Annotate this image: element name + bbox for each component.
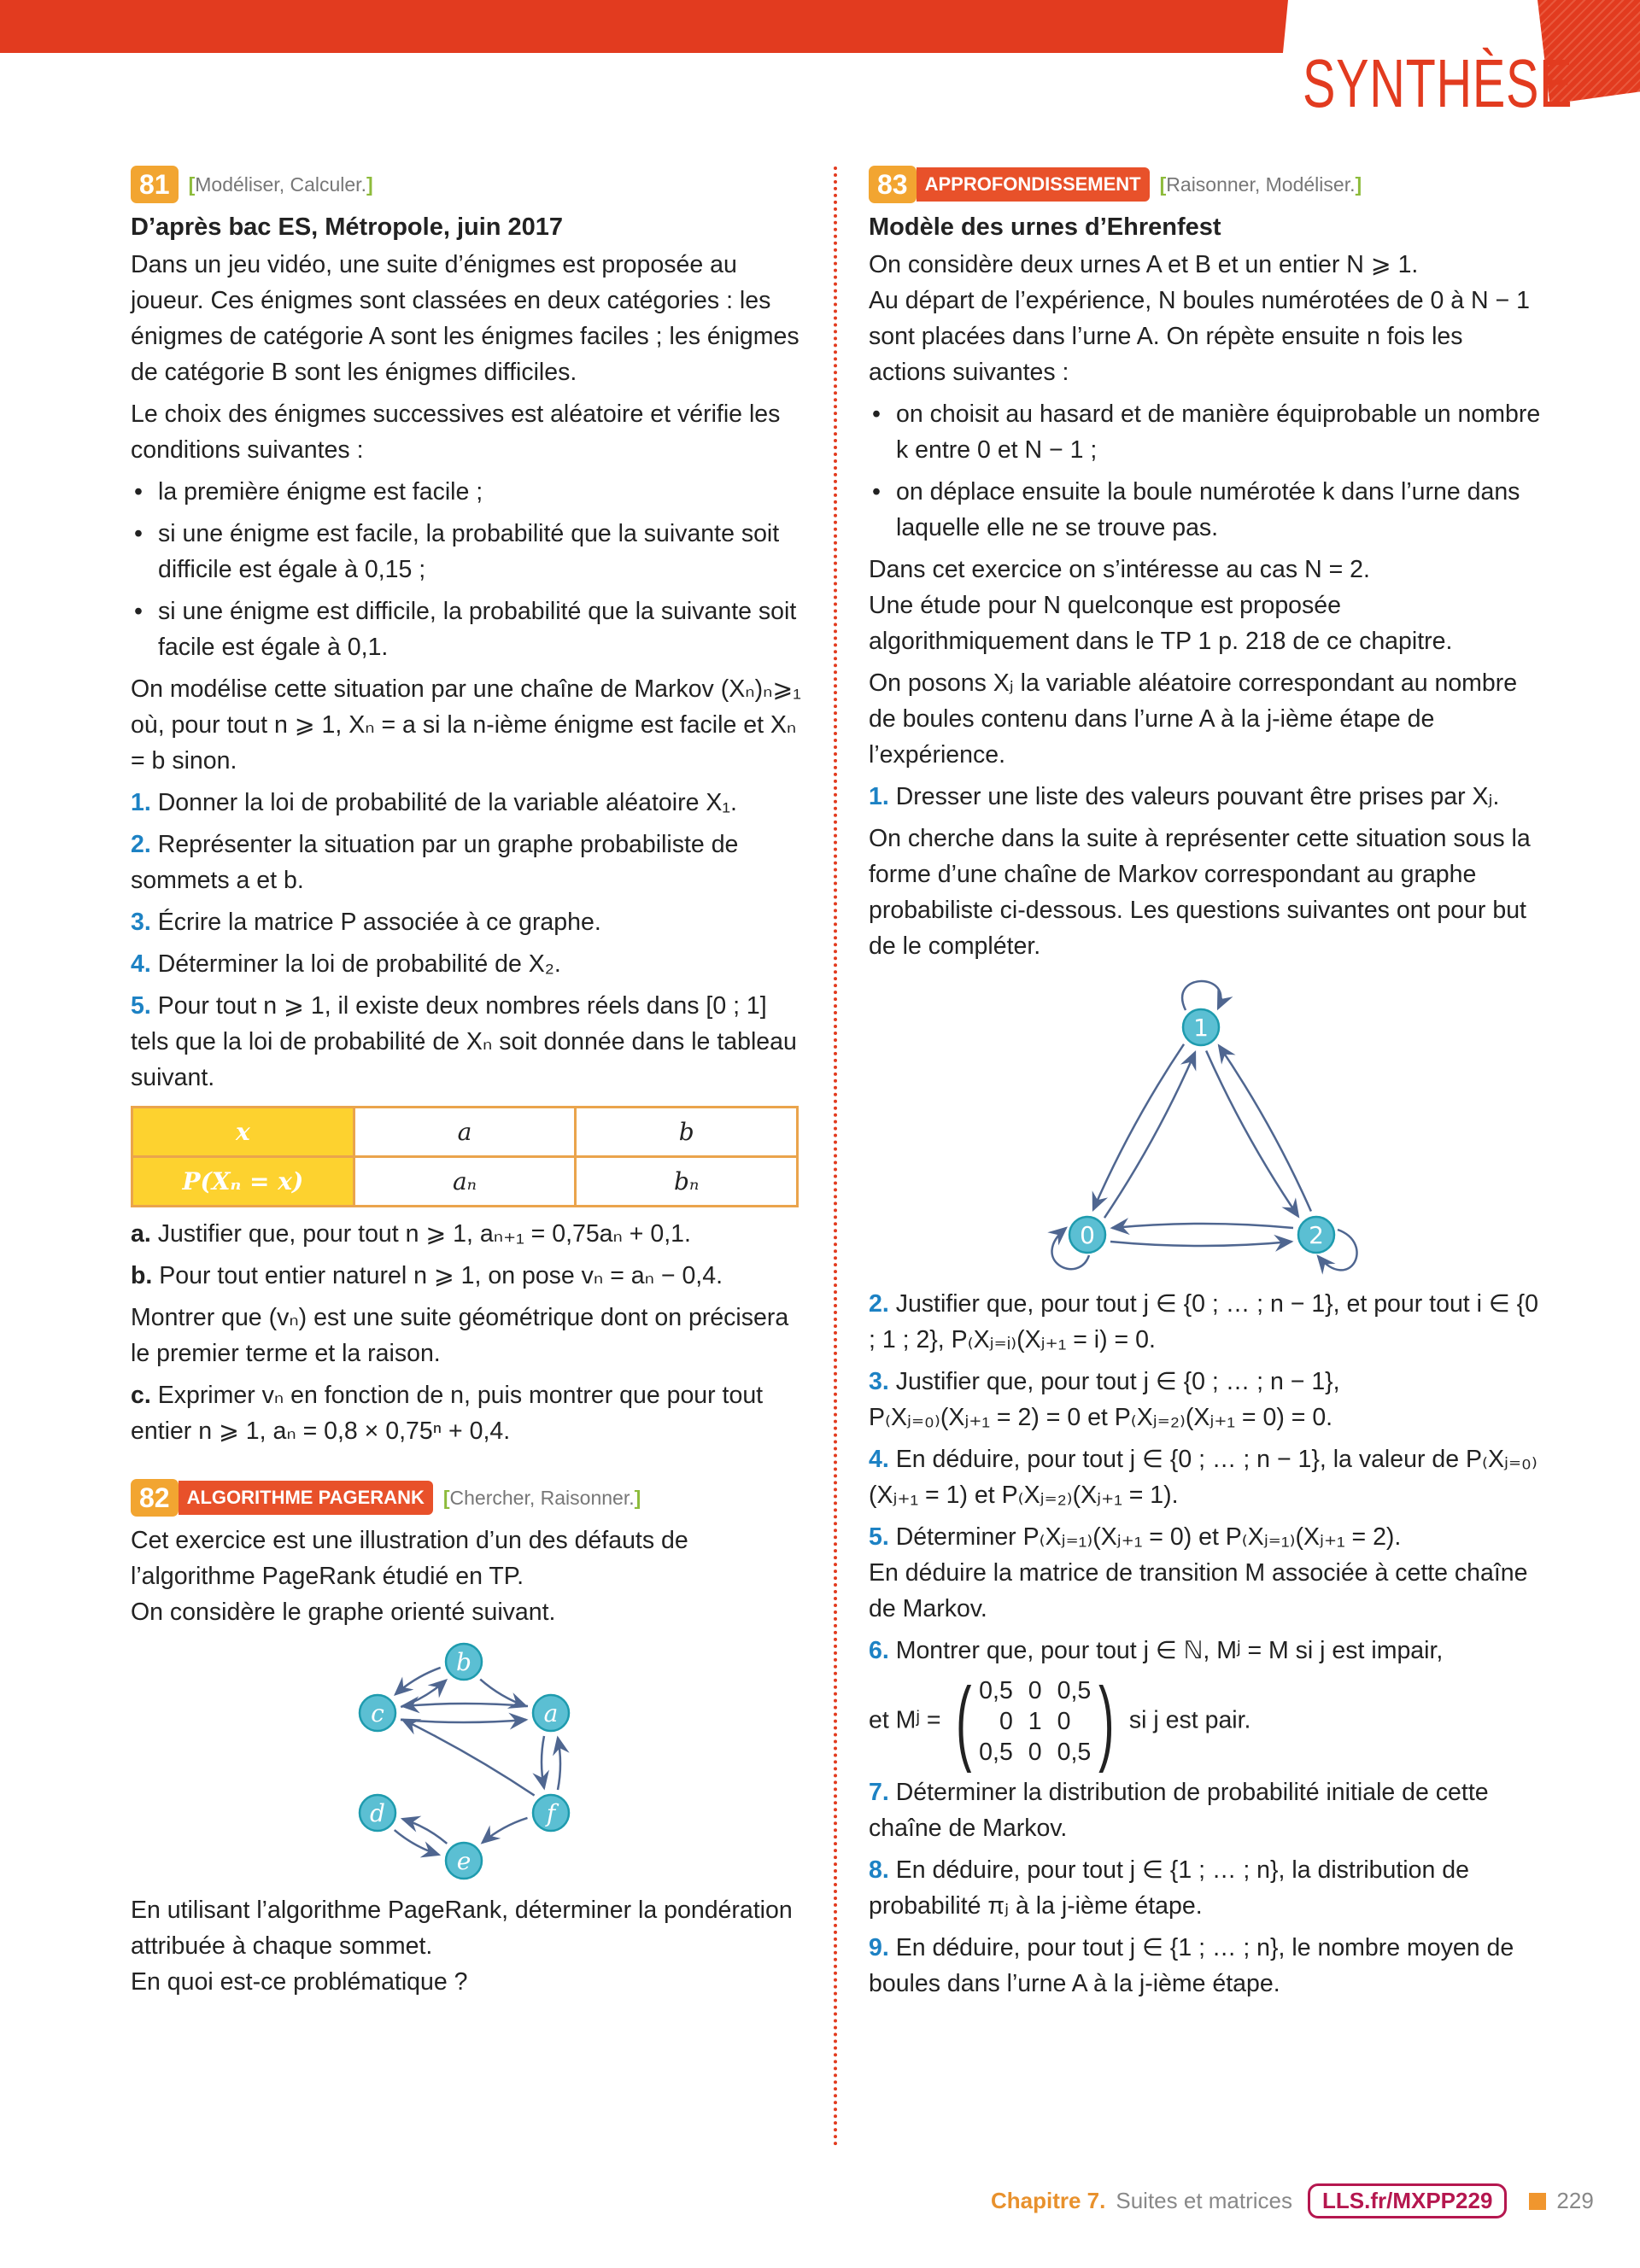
question-number: 4. <box>131 950 151 978</box>
text: On cherche dans la suite à représenter cette situation sous la forme d’une chaîne de Markov correspondant au graphe probabiliste ci-dessous. Les questions suivantes ont pour but de le compléter. <box>869 825 1531 960</box>
text: Représenter la situation par un graphe probabiliste de sommets a et b. <box>131 831 739 894</box>
text: on choisit au hasard et de manière équiprobable un nombre k entre 0 et N − 1 ; <box>896 400 1541 464</box>
matrix-cell: 1 <box>1028 1708 1042 1735</box>
exercise-title: D’après bac ES, Métropole, juin 2017 <box>131 213 564 241</box>
question <box>131 988 805 1096</box>
edge-1-2 <box>1206 1050 1298 1216</box>
question <box>869 1930 1543 2002</box>
matrix-row <box>979 1675 1091 1706</box>
matrix-row <box>979 1706 1091 1737</box>
text: Pour tout entier naturel n ⩾ 1, on pose vₙ = aₙ − 0,4. <box>159 1262 723 1289</box>
question-number: 7. <box>869 1779 889 1806</box>
text: Dans un jeu vidéo, une suite d’énigmes est proposée au joueur. Ces énigmes sont classées en deux catégories : les énigmes de catégorie A sont les énigmes faciles ; les énigmes de catégorie B sont les énigmes difficiles. <box>131 251 800 386</box>
question-number: c. <box>131 1382 151 1409</box>
text: Donner la loi de probabilité de la variable aléatoire X₁. <box>157 789 737 816</box>
edge-c-a <box>401 1720 526 1722</box>
question <box>869 779 1543 815</box>
text: En déduire, pour tout j ∈ {1 ; … ; n}, la distribution de probabilité πⱼ à la j-ième étape. <box>869 1856 1469 1920</box>
question <box>131 827 805 898</box>
question <box>869 1774 1543 1846</box>
paragraph <box>869 247 1543 390</box>
table-cell: aₙ <box>354 1157 576 1207</box>
exercise-tag: APPROFONDISSEMENT <box>917 167 1150 202</box>
table-row <box>132 1157 798 1207</box>
question <box>869 1441 1543 1513</box>
bullet-item <box>869 474 1543 546</box>
question-number: 4. <box>869 1446 889 1473</box>
matrix-row <box>979 1737 1091 1768</box>
matrix <box>948 1669 1122 1774</box>
bullet-item <box>869 396 1543 468</box>
question-number: 3. <box>869 1368 889 1395</box>
edge-0-2 <box>1110 1242 1292 1246</box>
text: Déterminer P₍Xⱼ₌₁₎(Xⱼ₊₁ = 0) et P₍Xⱼ₌₁₎(Xⱼ₊₁ = 2). En déduire la matrice de transition M associée à cette chaîne de Markov. <box>869 1523 1528 1622</box>
matrix-cell: 0 <box>999 1708 1013 1735</box>
question <box>869 1364 1543 1435</box>
matrix-cell: 0 <box>1057 1708 1071 1735</box>
question-number: a. <box>131 1220 151 1248</box>
text: Montrer que (vₙ) est une suite géométrique dont on précisera le premier terme et la raison. <box>131 1304 789 1367</box>
edge-f-a <box>558 1738 560 1790</box>
page-number: 229 <box>1556 2188 1594 2213</box>
text: Justifier que, pour tout j ∈ {0 ; … ; n − 1}, P₍Xⱼ₌₀₎(Xⱼ₊₁ = 2) = 0 et P₍Xⱼ₌₂₎(Xⱼ₊₁ = 0) = 0. <box>869 1368 1340 1431</box>
question <box>131 785 805 821</box>
chapter-title: Suites et matrices <box>1116 2188 1293 2213</box>
paragraph <box>869 552 1543 659</box>
probability-table <box>131 1106 799 1207</box>
node-label: e <box>456 1847 472 1875</box>
bracket-right: ) <box>1098 1669 1115 1774</box>
node-label: f <box>546 1799 556 1827</box>
bullet-item <box>131 474 805 510</box>
table-row <box>132 1108 798 1157</box>
exercise-tag: ALGORITHME PAGERANK <box>179 1481 433 1515</box>
node-label: c <box>371 1699 384 1727</box>
question <box>131 904 805 940</box>
paragraph <box>131 1300 805 1371</box>
edge-b-a <box>480 1680 526 1707</box>
skills: [Raisonner, Modéliser.] <box>1159 173 1362 196</box>
paragraph <box>131 396 805 468</box>
page-marker <box>1529 2193 1546 2210</box>
text: Pour tout n ⩾ 1, il existe deux nombres réels dans [0 ; 1] tels que la loi de probabilité de Xₙ soit donnée dans le tableau suivant. <box>131 992 797 1091</box>
node-label: 0 <box>1080 1221 1095 1249</box>
node-label: b <box>456 1648 472 1676</box>
exercise-83 <box>869 165 1543 2008</box>
edge-f-c <box>402 1720 534 1796</box>
text: Exprimer vₙ en fonction de n, puis montrer que pour tout entier n ⩾ 1, aₙ = 0,8 × 0,75ⁿ + 0,4. <box>131 1382 764 1445</box>
question-number: 9. <box>869 1934 889 1961</box>
question-number: 1. <box>131 789 151 816</box>
chapter-label: Chapitre 7. <box>991 2188 1106 2213</box>
matrix-rows <box>979 1675 1091 1768</box>
question-number: 6. <box>869 1637 889 1664</box>
node-label: 2 <box>1309 1221 1324 1249</box>
bullet-item <box>131 593 805 665</box>
text: si une énigme est facile, la probabilité que la suivante soit difficile est égale à 0,15 ; <box>158 520 780 583</box>
question-number: 2. <box>869 1290 889 1318</box>
header-band <box>0 0 1288 53</box>
node-label: a <box>543 1699 559 1727</box>
text: si une énigme est difficile, la probabilité que la suivante soit facile est égale à 0,1. <box>158 598 797 661</box>
column-divider <box>834 167 837 2148</box>
matrix-cell: 0,5 <box>1057 1739 1092 1766</box>
question <box>869 1852 1543 1924</box>
footer <box>991 2183 1594 2218</box>
text: Le choix des énigmes successives est aléatoire et vérifie les conditions suivantes : <box>131 400 781 464</box>
table-cell: a <box>354 1108 576 1157</box>
text: En déduire, pour tout j ∈ {1 ; … ; n}, le nombre moyen de boules dans l’urne A à la j-ième étape. <box>869 1934 1514 1997</box>
matrix-cell: 0,5 <box>1057 1677 1092 1704</box>
question <box>869 1633 1543 1669</box>
skills: [Chercher, Raisonner.] <box>442 1487 641 1509</box>
question-number: 1. <box>869 783 889 810</box>
text: Justifier que, pour tout n ⩾ 1, aₙ₊₁ = 0,75aₙ + 0,1. <box>157 1220 691 1248</box>
exercise-82 <box>131 1478 805 2000</box>
text: On modélise cette situation par une chaîne de Markov (Xₙ)ₙ⩾₁ où, pour tout n ⩾ 1, Xₙ = a si la n-ième énigme est facile et Xₙ = b sinon. <box>131 675 801 775</box>
skills: [Modéliser, Calculer.] <box>188 173 373 196</box>
paragraph <box>869 821 1543 964</box>
paragraph <box>869 665 1543 773</box>
exercise-number: 82 <box>131 1479 179 1517</box>
page-section-title: SYNTHÈSE <box>1303 45 1573 121</box>
text: Déterminer la distribution de probabilité initiale de cette chaîne de Markov. <box>869 1779 1489 1842</box>
sub-question <box>131 1216 805 1252</box>
text: En déduire, pour tout j ∈ {0 ; … ; n − 1}, la valeur de P₍Xⱼ₌₀₎(Xⱼ₊₁ = 1) et P₍Xⱼ₌₂₎(Xⱼ₊₁ = 1). <box>869 1446 1538 1509</box>
edge-2-1 <box>1219 1045 1311 1211</box>
question-number: b. <box>131 1262 153 1289</box>
text: Écrire la matrice P associée à ce graphe. <box>157 909 601 936</box>
text: Dans cet exercice on s’intéresse au cas N = 2. Une étude pour N quelconque est proposée algorithmiquement dans le TP 1 p. 218 de ce chapitre. <box>869 556 1453 655</box>
paragraph <box>131 247 805 390</box>
text: Montrer que, pour tout j ∈ ℕ, Mʲ = M si j est impair, <box>895 1637 1444 1664</box>
pagerank-graph <box>325 1636 598 1892</box>
text: on déplace ensuite la boule numérotée k dans l’urne dans laquelle elle ne se trouve pas. <box>896 478 1520 541</box>
question-number: 5. <box>131 992 151 1020</box>
text: Déterminer la loi de probabilité de X₂. <box>157 950 561 978</box>
matrix-suffix: si j est pair. <box>1128 1706 1251 1734</box>
markov-graph <box>1025 970 1384 1286</box>
bracket-left: ( <box>955 1669 972 1774</box>
exercise-number: 83 <box>869 166 917 203</box>
question-number: 2. <box>131 831 151 858</box>
question <box>131 946 805 982</box>
intro-text: Cet exercice est une illustration d’un des défauts de l’algorithme PageRank étudié en TP. On considère le graphe orienté suivant. <box>131 1527 688 1626</box>
edge-a-f <box>542 1736 544 1788</box>
resource-link[interactable]: LLS.fr/MXPP229 <box>1308 2183 1507 2218</box>
sub-question <box>131 1258 805 1294</box>
text: On posons Xⱼ la variable aléatoire correspondant au nombre de boules contenu dans l’urne A à la j-ième étape de l’expérience. <box>869 669 1518 769</box>
question-number: 8. <box>869 1856 889 1884</box>
matrix-cell: 0 <box>1028 1739 1042 1766</box>
table-cell: b <box>576 1108 798 1157</box>
edge-1-0 <box>1093 1044 1184 1210</box>
paragraph <box>131 671 805 779</box>
edge-a-c <box>402 1704 528 1706</box>
node-label: 1 <box>1193 1014 1209 1042</box>
question-number: 5. <box>869 1523 889 1551</box>
question <box>869 1519 1543 1627</box>
loop-1 <box>1182 981 1221 1010</box>
edge-2-0 <box>1112 1224 1293 1228</box>
table-cell: P(Xₙ = x) <box>132 1157 354 1207</box>
exercise-title: Modèle des urnes d’Ehrenfest <box>869 213 1221 241</box>
edge-0-1 <box>1104 1052 1195 1218</box>
question-text: En utilisant l’algorithme PageRank, déterminer la pondération attribuée à chaque sommet. En quoi est-ce problématique ? <box>131 1897 793 1996</box>
matrix-prefix: et Mʲ = <box>869 1706 941 1734</box>
edge-f-e <box>483 1818 528 1843</box>
text: Justifier que, pour tout j ∈ {0 ; … ; n − 1}, et pour tout i ∈ {0 ; 1 ; 2}, P₍Xⱼ₌ᵢ₎(Xⱼ₊₁ = i) = 0. <box>869 1290 1538 1353</box>
matrix-line <box>869 1669 1543 1774</box>
matrix-cell: 0,5 <box>979 1739 1013 1766</box>
sub-question <box>131 1377 805 1449</box>
exercise-number: 81 <box>131 166 179 203</box>
text: On considère deux urnes A et B et un entier N ⩾ 1. Au départ de l’expérience, N boules numérotées de 0 à N − 1 sont placées dans l’urne A. On répète ensuite n fois les actions suivantes : <box>869 251 1530 386</box>
matrix-cell: 0,5 <box>979 1677 1013 1704</box>
matrix-cell: 0 <box>1028 1677 1042 1704</box>
table-cell: bₙ <box>576 1157 798 1207</box>
exercise-81 <box>131 165 805 1449</box>
text: Dresser une liste des valeurs pouvant être prises par Xⱼ. <box>895 783 1500 810</box>
bullet-item <box>131 516 805 587</box>
text: la première énigme est facile ; <box>158 478 483 506</box>
question <box>869 1286 1543 1358</box>
left-column <box>131 165 805 2029</box>
table-cell: x <box>132 1108 354 1157</box>
node-label: d <box>370 1799 385 1827</box>
question-number: 3. <box>131 909 151 936</box>
